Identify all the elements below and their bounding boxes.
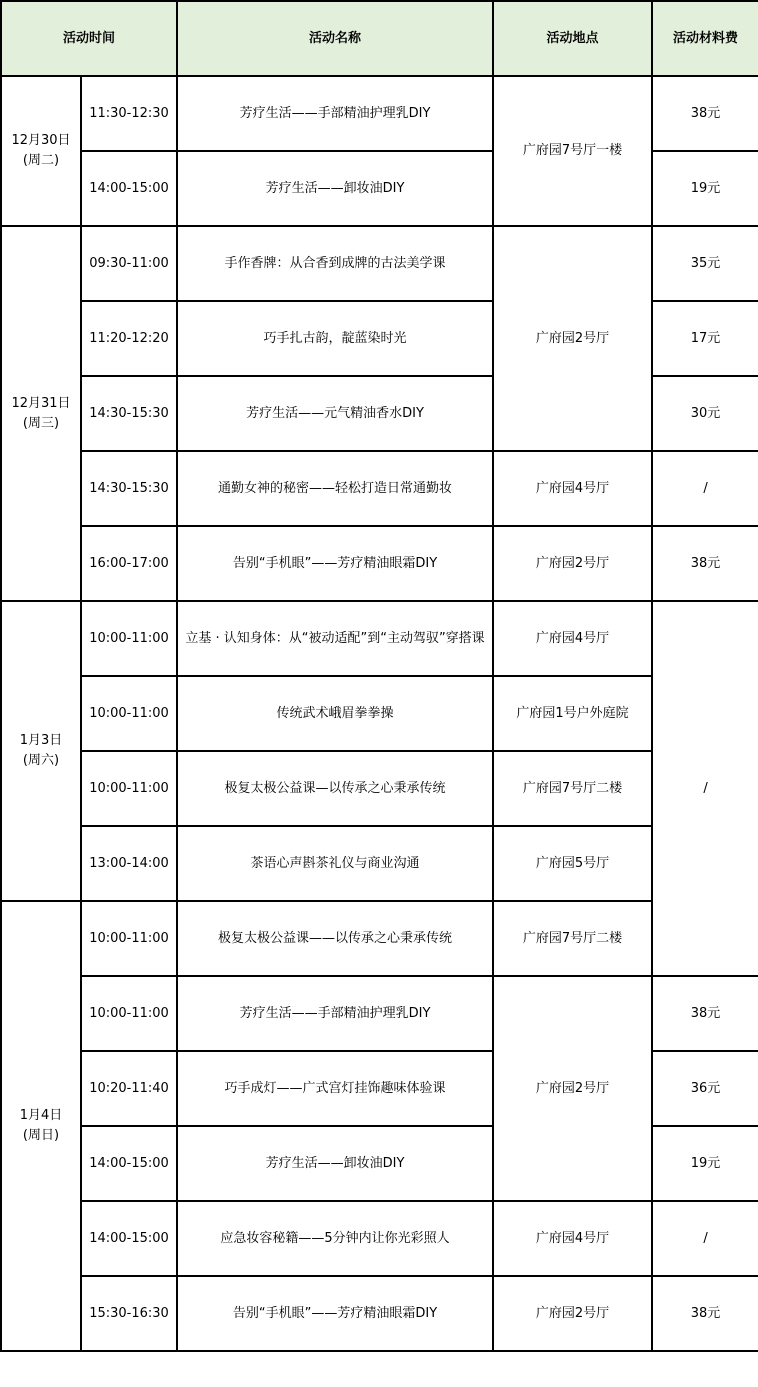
table-row — [1, 601, 758, 676]
weekday-label: (周三) — [22, 415, 60, 431]
activity-name-cell: 芳疗生活——手部精油护理乳DIY — [177, 76, 493, 151]
time-cell: 10:00-11:00 — [81, 976, 177, 1051]
table-row — [1, 676, 758, 751]
table-row — [1, 1201, 758, 1276]
table-row — [1, 1276, 758, 1351]
table-row — [1, 451, 758, 526]
table-row — [1, 526, 758, 601]
date-cell — [1, 901, 81, 1351]
time-cell: 09:30-11:00 — [81, 226, 177, 301]
time-cell: 11:20-12:20 — [81, 301, 177, 376]
time-cell: 14:00-15:00 — [81, 1201, 177, 1276]
activity-name-cell: 芳疗生活——卸妆油DIY — [177, 151, 493, 226]
time-cell: 10:00-11:00 — [81, 676, 177, 751]
table-row — [1, 976, 758, 1051]
location-cell: 广府园1号户外庭院 — [493, 676, 652, 751]
date-label: 12月30日 — [11, 133, 71, 148]
time-cell: 13:00-14:00 — [81, 826, 177, 901]
activity-name-cell: 传统武术峨眉拳拳操 — [177, 676, 493, 751]
time-cell: 14:30-15:30 — [81, 451, 177, 526]
time-cell: 15:30-16:30 — [81, 1276, 177, 1351]
date-cell — [1, 76, 81, 226]
activity-name-cell: 巧手扎古韵，靛蓝染时光 — [177, 301, 493, 376]
time-cell: 10:00-11:00 — [81, 901, 177, 976]
weekday-label: (周二) — [22, 153, 60, 168]
fee-cell: / — [652, 451, 758, 526]
location-cell: 广府园7号厅一楼 — [493, 76, 652, 226]
location-cell: 广府园2号厅 — [493, 226, 652, 451]
fee-cell: 17元 — [652, 301, 758, 376]
date-label: 1月3日 — [19, 733, 63, 748]
header-fee: 活动材料费 — [652, 1, 758, 76]
activity-name-cell: 芳疗生活——手部精油护理乳DIY — [177, 976, 493, 1051]
time-cell: 10:20-11:40 — [81, 1051, 177, 1126]
fee-cell: / — [652, 601, 758, 976]
fee-cell: 19元 — [652, 1126, 758, 1201]
location-cell: 广府园4号厅 — [493, 1201, 652, 1276]
fee-cell: 38元 — [652, 76, 758, 151]
location-cell: 广府园5号厅 — [493, 826, 652, 901]
time-cell: 10:00-11:00 — [81, 601, 177, 676]
location-cell: 广府园2号厅 — [493, 976, 652, 1201]
table-row — [1, 826, 758, 901]
time-cell: 14:00-15:00 — [81, 151, 177, 226]
location-cell: 广府园7号厅二楼 — [493, 751, 652, 826]
header-location: 活动地点 — [493, 1, 652, 76]
location-cell: 广府园4号厅 — [493, 451, 652, 526]
weekday-label: (周六) — [22, 753, 60, 768]
fee-cell: 35元 — [652, 226, 758, 301]
time-cell: 16:00-17:00 — [81, 526, 177, 601]
activity-name-cell: 极复太极公益课——以传承之心秉承传统 — [177, 901, 493, 976]
date-cell — [1, 601, 81, 901]
header-row — [1, 1, 758, 76]
activity-name-cell: 茶语心声斟茶礼仪与商业沟通 — [177, 826, 493, 901]
activity-name-cell: 立基 · 认知身体：从“被动适配”到“主动驾驭”穿搭课 — [177, 601, 493, 676]
table-row — [1, 76, 758, 151]
activity-name-cell: 应急妆容秘籍——5分钟内让你光彩照人 — [177, 1201, 493, 1276]
fee-cell: 38元 — [652, 976, 758, 1051]
activity-name-cell: 巧手成灯——广式宫灯挂饰趣味体验课 — [177, 1051, 493, 1126]
time-cell: 14:30-15:30 — [81, 376, 177, 451]
weekday-label: (周日) — [22, 1128, 60, 1143]
table-row — [1, 226, 758, 301]
location-cell: 广府园2号厅 — [493, 1276, 652, 1351]
location-cell: 广府园4号厅 — [493, 601, 652, 676]
time-cell: 14:00-15:00 — [81, 1126, 177, 1201]
date-label: 1月4日 — [19, 1108, 63, 1123]
activity-name-cell: 告别“手机眼”——芳疗精油眼霜DIY — [177, 1276, 493, 1351]
header-time: 活动时间 — [1, 1, 177, 76]
time-cell: 10:00-11:00 — [81, 751, 177, 826]
date-label: 12月31日 — [11, 395, 71, 411]
time-cell: 11:30-12:30 — [81, 76, 177, 151]
activity-name-cell: 芳疗生活——元气精油香水DIY — [177, 376, 493, 451]
fee-cell: 36元 — [652, 1051, 758, 1126]
fee-cell: / — [652, 1201, 758, 1276]
location-cell: 广府园2号厅 — [493, 526, 652, 601]
location-cell: 广府园7号厅二楼 — [493, 901, 652, 976]
fee-cell: 19元 — [652, 151, 758, 226]
activity-name-cell: 告别“手机眼”——芳疗精油眼霜DIY — [177, 526, 493, 601]
table-row — [1, 901, 758, 976]
fee-cell: 38元 — [652, 1276, 758, 1351]
activity-name-cell: 通勤女神的秘密——轻松打造日常通勤妆 — [177, 451, 493, 526]
header-name: 活动名称 — [177, 1, 493, 76]
date-cell — [1, 226, 81, 601]
table-row — [1, 751, 758, 826]
activity-name-cell: 手作香牌：从合香到成牌的古法美学课 — [177, 226, 493, 301]
activity-name-cell: 芳疗生活——卸妆油DIY — [177, 1126, 493, 1201]
fee-cell: 30元 — [652, 376, 758, 451]
fee-cell: 38元 — [652, 526, 758, 601]
activity-name-cell: 极复太极公益课—以传承之心秉承传统 — [177, 751, 493, 826]
